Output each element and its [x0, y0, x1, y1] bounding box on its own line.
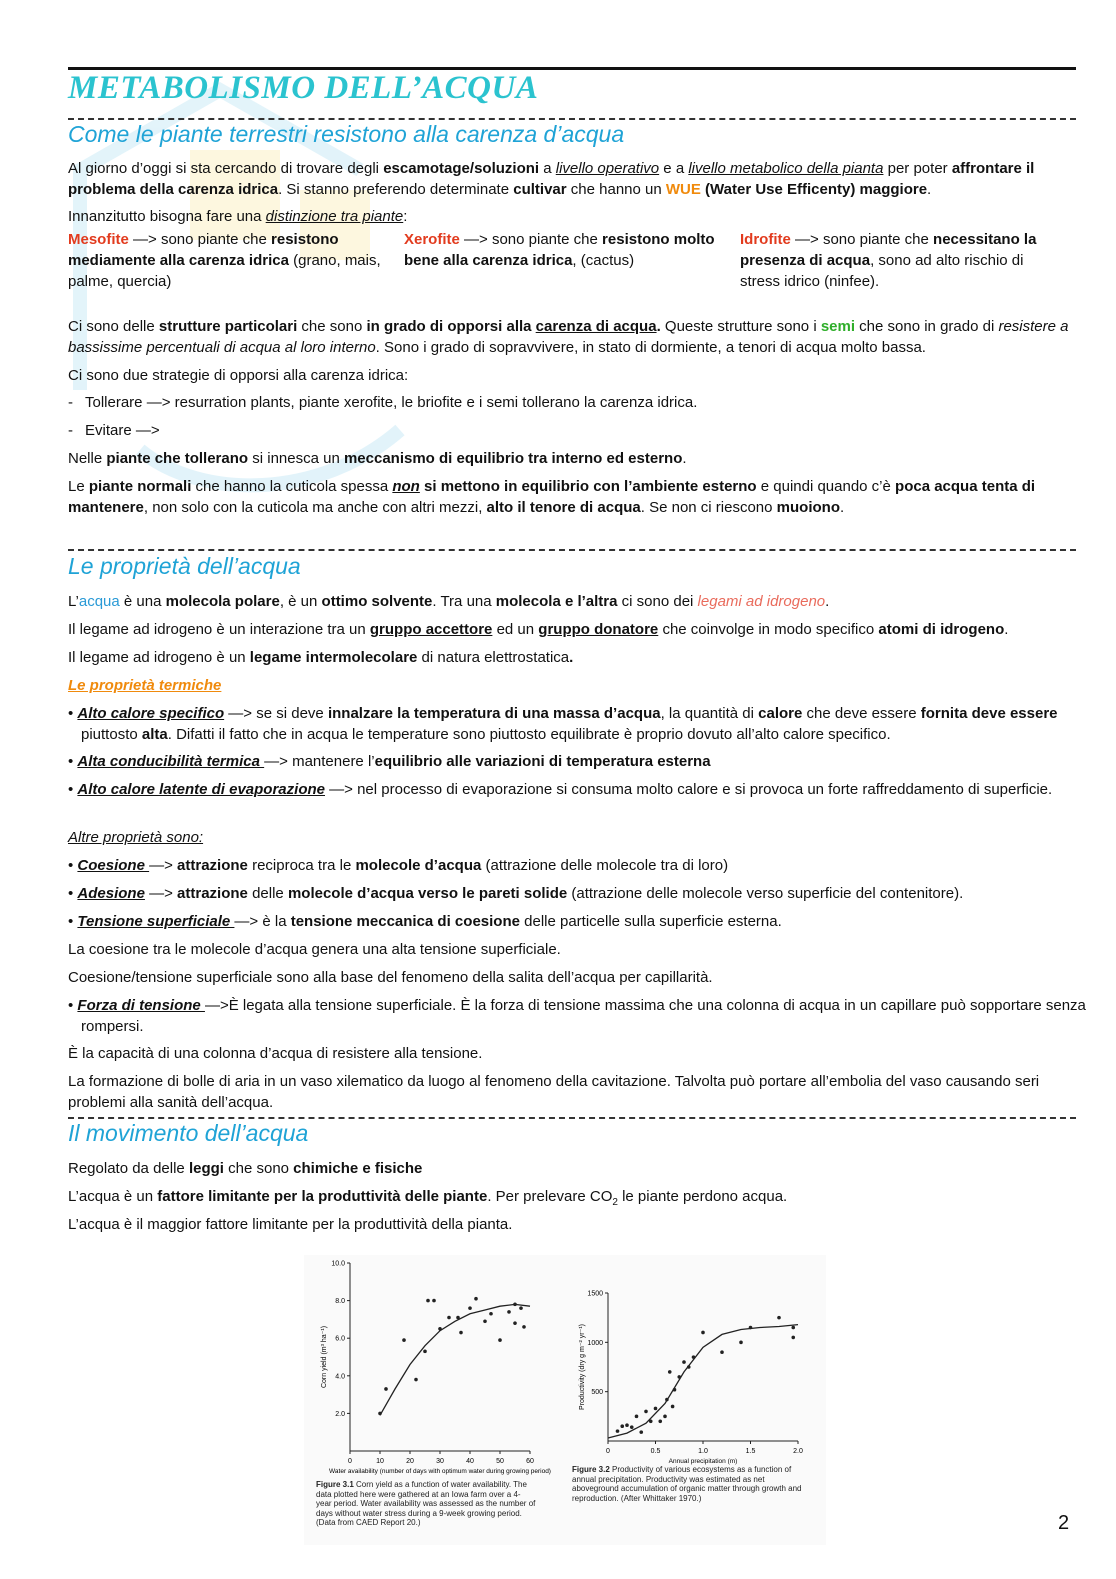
paragraph: Le piante normali che hanno la cuticola spessa non si mettono in equilibrio con l’ambiente esterno e quindi quando c’è poca acqua tenta di mantenere, non solo con la cuticola ma anche con altri mezzi, alto il tenore di acqua. Se non ci riescono muoiono.: [68, 478, 1036, 516]
data-point: [513, 1303, 517, 1307]
y-tick-label: 10.0: [331, 1260, 345, 1268]
data-point: [687, 1365, 691, 1369]
data-point: [682, 1360, 686, 1364]
paragraph: Coesione/tensione superficiale sono alla base del fenomeno della salita dell’acqua per capillarità.: [68, 969, 713, 986]
x-tick-label: 40: [466, 1458, 474, 1465]
data-point: [658, 1419, 662, 1423]
data-point: [616, 1429, 620, 1433]
data-point: [739, 1341, 743, 1345]
paragraph: Innanzitutto bisogna fare una distinzione tra piante:: [68, 208, 408, 225]
y-tick-label: 500: [591, 1389, 603, 1397]
xerofite: Xerofite —> sono piante che resistono molto bene alla carenza idrica, (cactus): [404, 231, 715, 269]
plant-types: [68, 229, 1076, 292]
chart-productivity: [562, 1279, 824, 1494]
y-tick-label: 6.0: [335, 1335, 345, 1343]
data-point: [507, 1310, 511, 1314]
paragraph: Al giorno d’oggi si sta cercando di trovare degli escamotage/soluzioni a livello operativo e a livello metabolico della pianta per poter affrontare il problema della carenza idrica. Si stanno preferendo determinate cultivar che hanno un WUE (Water Use Efficenty) maggiore.: [68, 160, 1035, 198]
paragraph: La coesione tra le molecole d’acqua genera una alta tensione superficiale.: [68, 941, 561, 958]
data-point: [519, 1306, 523, 1310]
data-point: [489, 1312, 493, 1316]
y-tick-label: 4.0: [335, 1373, 345, 1381]
section-heading: Le proprietà dell’acqua: [68, 553, 301, 579]
paragraph: Il legame ad idrogeno è un interazione tra un gruppo accettore ed un gruppo donatore che coinvolge in modo specifico atomi di idrogeno.: [68, 621, 1009, 638]
data-point: [649, 1419, 653, 1423]
list-item: • Adesione —> attrazione delle molecole d’acqua verso le pareti solide (attrazione delle molecole verso superficie del contenitore).: [68, 885, 964, 902]
data-point: [474, 1297, 478, 1301]
data-point: [654, 1407, 658, 1411]
x-tick-label: 20: [406, 1458, 414, 1465]
x-tick-label: 0.5: [650, 1448, 661, 1455]
subheading: Le proprietà termiche: [68, 677, 222, 694]
list-item: - Tollerare —> resurration plants, piante xerofite, le briofite e i semi tollerano la carenza idrica.: [68, 394, 698, 411]
data-point: [414, 1378, 418, 1382]
divider: [68, 549, 1076, 551]
data-point: [663, 1415, 667, 1419]
mesofite: Mesofite —> sono piante che resistono mediamente alla carenza idrica (grano, mais, palme, quercia): [68, 231, 381, 290]
data-point: [456, 1316, 460, 1320]
data-point: [438, 1327, 442, 1331]
divider: [68, 1117, 1076, 1119]
data-point: [483, 1319, 487, 1323]
data-point: [426, 1299, 430, 1303]
x-tick-label: 60: [526, 1458, 534, 1465]
data-point: [432, 1299, 436, 1303]
figure-caption: Figure 3.2 Productivity of various ecosystems as a function of annual precipitation. Productivity was estimated as net aboveground accumulation of organic matter through growth and reproduction. (After Whittaker 1970.): [572, 1465, 802, 1503]
data-point: [668, 1370, 672, 1374]
data-point: [777, 1316, 781, 1320]
data-point: [671, 1405, 675, 1409]
x-tick-label: 0: [348, 1458, 352, 1465]
data-point: [402, 1338, 406, 1342]
x-tick-label: 1.5: [745, 1448, 756, 1455]
paragraph: Ci sono due strategie di opporsi alla carenza idrica:: [68, 367, 409, 384]
x-axis-label: Annual precipitation (m): [668, 1458, 738, 1465]
data-point: [423, 1350, 427, 1354]
paragraph: È la capacità di una colonna d’acqua di resistere alla tensione.: [68, 1045, 483, 1062]
data-point: [665, 1398, 669, 1402]
paragraph: Il legame ad idrogeno è un legame intermolecolare di natura elettrostatica.: [68, 649, 574, 666]
x-tick-label: 2.0: [793, 1448, 803, 1455]
data-point: [459, 1331, 463, 1335]
list-item: • Alto calore latente di evaporazione —> nel processo di evaporazione si consuma molto calore e si provoca un forte raffreddamento di superficie.: [68, 781, 1053, 798]
data-point: [673, 1388, 677, 1392]
figure-panel: [304, 1255, 826, 1545]
fit-curve: [380, 1304, 530, 1415]
x-tick-label: 50: [496, 1458, 504, 1465]
paragraph: L’acqua è il maggior fattore limitante per la produttività della pianta.: [68, 1216, 513, 1233]
paragraph: Nelle piante che tollerano si innesca un meccanismo di equilibrio tra interno ed esterno.: [68, 450, 687, 467]
data-point: [791, 1336, 795, 1340]
y-axis-label: Corn yield (m³ ha⁻¹): [321, 1325, 328, 1389]
x-tick-label: 30: [436, 1458, 444, 1465]
x-tick-label: 0: [606, 1448, 610, 1455]
data-point: [644, 1410, 648, 1414]
paragraph: L’acqua è una molecola polare, è un ottimo solvente. Tra una molecola e l’altra ci sono dei legami ad idrogeno.: [68, 593, 830, 610]
list-item: • Coesione —> attrazione reciproca tra le molecole d’acqua (attrazione delle molecole tra di loro): [68, 857, 729, 874]
data-point: [720, 1350, 724, 1354]
data-point: [630, 1425, 634, 1429]
paragraph: Regolato da delle leggi che sono chimiche e fisiche: [68, 1160, 423, 1177]
data-point: [677, 1375, 681, 1379]
data-point: [701, 1331, 705, 1335]
section-heading: Il movimento dell’acqua: [68, 1120, 309, 1146]
y-tick-label: 8.0: [335, 1298, 345, 1306]
page-title: METABOLISMO DELL’ACQUA: [68, 70, 539, 106]
fit-curve: [608, 1325, 798, 1438]
paragraph: L’acqua è un fattore limitante per la produttività delle piante. Per prelevare $CO_2$ le piante perdono acqua.: [68, 1188, 788, 1208]
subheading: Altre proprietà sono:: [68, 829, 204, 846]
list-item: • Forza di tensione —>È legata alla tensione superficiale. È la forza di tensione massima che una colonna di acqua in un capillare può sopportare senza rompersi.: [68, 997, 1086, 1035]
list-item: - Evitare —>: [68, 422, 160, 439]
paragraph: Ci sono delle strutture particolari che sono in grado di opporsi alla carenza di acqua. Queste strutture sono i semi che sono in grado di resistere a bassissime percentuali di acqua al loro interno. Sono i grado di sopravvivere, in stato di dormiente, a tenori di acqua molto bassa.: [68, 318, 1069, 356]
data-point: [639, 1430, 643, 1434]
data-point: [468, 1306, 472, 1310]
x-tick-label: 1.0: [698, 1448, 708, 1455]
figure-caption: Figure 3.1 Corn yield as a function of water availability. The data plotted here were gathered at an Iowa farm over a 4-year period. Water availability was assessed as the number of days without water stress during a 9-week growing period. (Data from CAED Report 20.): [316, 1480, 536, 1527]
data-point: [749, 1326, 753, 1330]
data-point: [791, 1326, 795, 1330]
chart-corn-yield: [304, 1255, 564, 1475]
list-item: • Alto calore specifico —> se si deve innalzare la temperatura di una massa d’acqua, la quantità di calore che deve essere fornita deve essere piuttosto alta. Difatti il fatto che in acqua le temperature sono piuttosto equilibrate è proprio dovuto all’alto calore specifico.: [68, 705, 1058, 743]
data-point: [378, 1412, 382, 1416]
x-axis-label: Water availability (number of days with optimum water during growing period): [329, 1468, 551, 1475]
y-tick-label: 1500: [587, 1290, 603, 1298]
y-axis-label: Productivity (dry g m⁻² yr⁻¹): [579, 1324, 586, 1410]
data-point: [513, 1321, 517, 1325]
y-tick-label: 1000: [587, 1339, 603, 1347]
divider: [68, 118, 1076, 120]
y-tick-label: 2.0: [335, 1410, 345, 1418]
paragraph: La formazione di bolle di aria in un vaso xilematico da luogo al fenomeno della cavitazione. Talvolta può portare all’embolia del vaso causando seri problemi alla sanità dell’acqua.: [68, 1073, 1040, 1111]
idrofite: Idrofite —> sono piante che necessitano la presenza di acqua, sono ad alto rischio di stress idrico (ninfee).: [740, 231, 1037, 290]
data-point: [498, 1338, 502, 1342]
data-point: [635, 1415, 639, 1419]
data-point: [692, 1355, 696, 1359]
data-point: [522, 1325, 526, 1329]
list-item: • Tensione superficiale —> è la tensione meccanica di coesione delle particelle sulla superficie esterna.: [68, 913, 782, 930]
data-point: [384, 1387, 388, 1391]
page-number: 2: [1058, 1512, 1070, 1534]
list-item: • Alta conducibilità termica —> mantenere l’equilibrio alle variazioni di temperatura esterna: [68, 753, 711, 770]
x-tick-label: 10: [376, 1458, 384, 1465]
data-point: [447, 1316, 451, 1320]
data-point: [620, 1424, 624, 1428]
section-heading: Come le piante terrestri resistono alla carenza d’acqua: [68, 121, 625, 147]
data-point: [625, 1423, 629, 1427]
